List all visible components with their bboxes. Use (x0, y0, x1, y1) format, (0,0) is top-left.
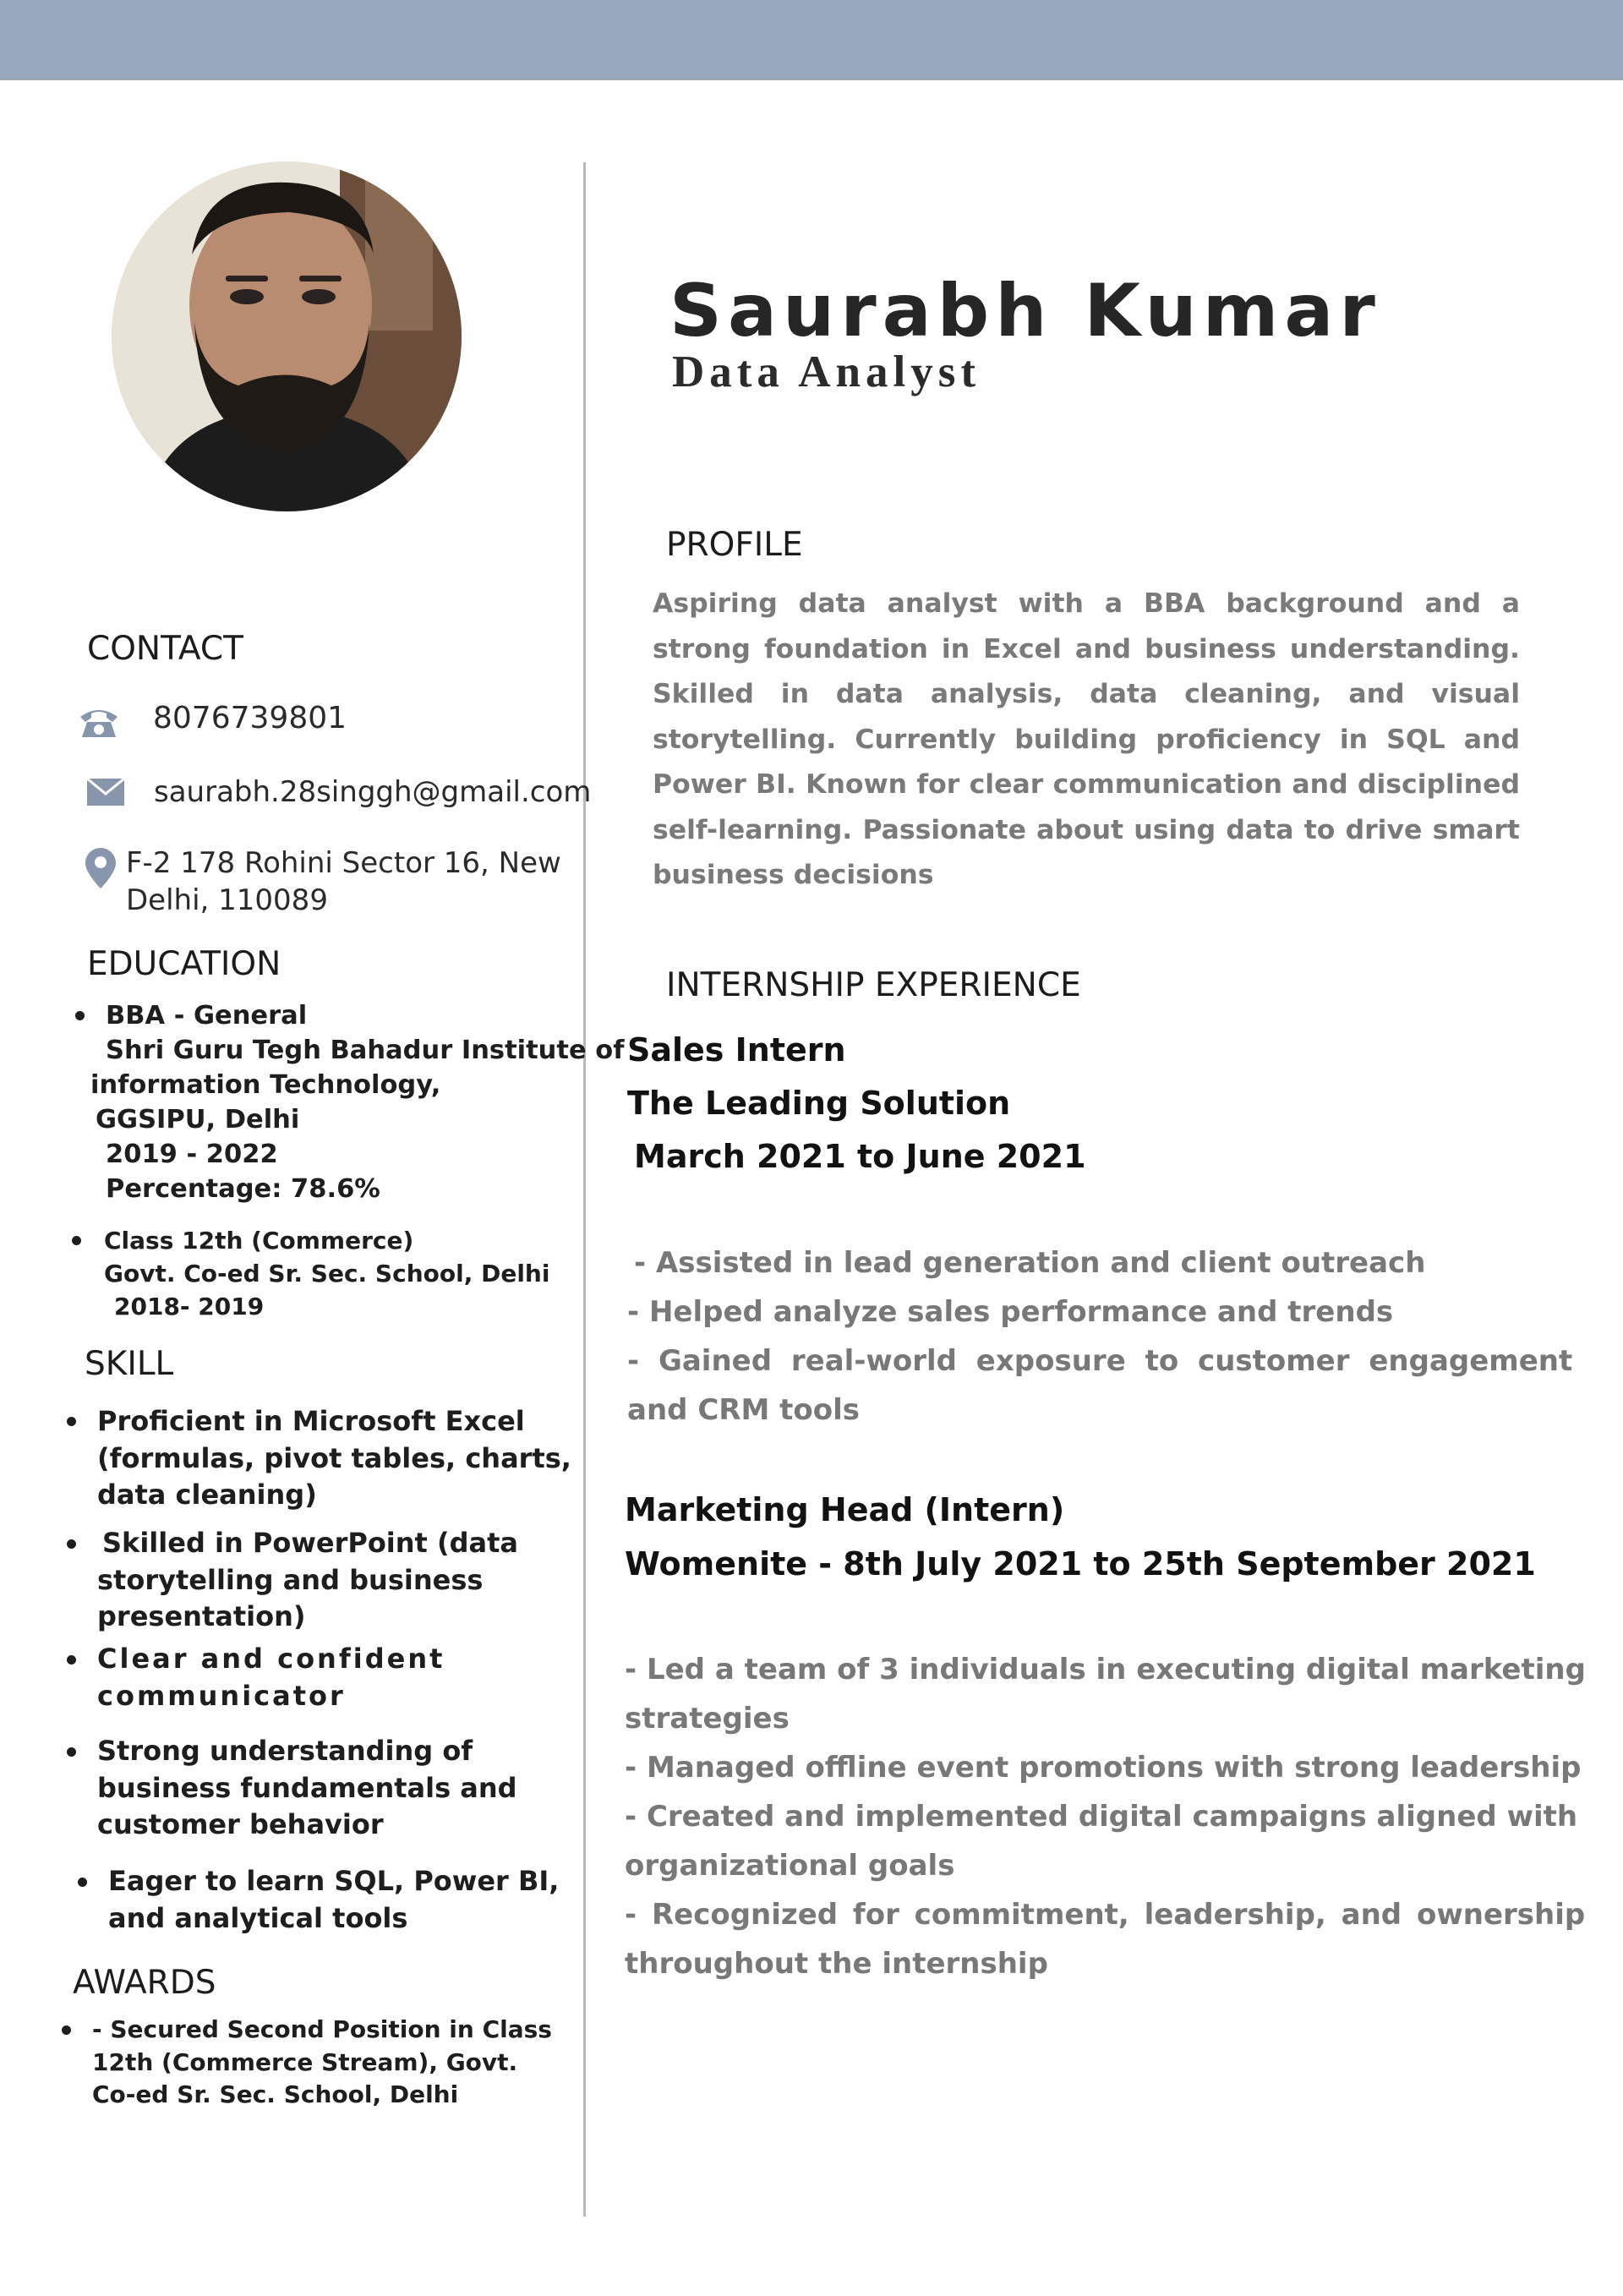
education-item-class12: Class 12th (Commerce) Govt. Co-ed Sr. Sec. School, Delhi 2018- 2019 (104, 1227, 550, 1320)
job-2-duty: throughout the internship (625, 1947, 1048, 1981)
internship-heading: INTERNSHIP EXPERIENCE (666, 966, 1081, 1004)
bullet-icon (78, 1878, 87, 1887)
job-1-duty: - Helped analyze sales performance and trends (627, 1295, 1394, 1329)
contact-heading: CONTACT (87, 630, 243, 668)
awards-item: - Secured Second Position in Class 12th (Commerce Stream), Govt. Co-ed Sr. Sec. School, Delhi (92, 2015, 552, 2108)
contact-email (87, 775, 592, 811)
skill-item-communicator: Clear and confident communicator (97, 1643, 445, 1712)
bullet-icon (67, 1655, 76, 1665)
education-item-bba: BBA - General Shri Guru Tegh Bahadur Institute of information Technology, GGSIPU, Delhi 2019 - 2022 Percentage: 78.6% (90, 1001, 625, 1204)
candidate-role: Data Analyst (672, 347, 981, 396)
job-2-duty: - Managed offline event promotions with strong leadership (625, 1751, 1582, 1785)
bullet-icon (67, 1539, 76, 1549)
job-1-company: The Leading Solution (627, 1085, 1011, 1122)
job-2-duty: - Led a team of 3 individuals in executing digital marketing (625, 1653, 1586, 1686)
job-2-duty: strategies (625, 1702, 790, 1736)
job-1-duty: - Assisted in lead generation and client outreach (634, 1246, 1426, 1280)
mail-icon (87, 779, 124, 806)
profile-heading: PROFILE (666, 526, 803, 564)
contact-address (85, 848, 561, 919)
education-heading: EDUCATION (87, 945, 281, 983)
bullet-icon (75, 1011, 85, 1020)
skill-item-learning: Eager to learn SQL, Power BI, and analytical tools (108, 1865, 560, 1934)
job-1-duty: - Gained real-world exposure to customer engagement (627, 1344, 1573, 1378)
skill-item-powerpoint: Skilled in PowerPoint (data storytelling and business presentation) (97, 1527, 518, 1632)
phone-number[interactable]: 8076739801 (153, 701, 347, 735)
address-line-1: F-2 178 Rohini Sector 16, New (126, 846, 561, 880)
awards-heading: AWARDS (73, 1964, 216, 2002)
job-2-duty: organizational goals (625, 1849, 955, 1883)
job-1-dates: March 2021 to June 2021 (634, 1138, 1086, 1175)
bullet-icon (67, 1417, 76, 1426)
job-2-duty: - Created and implemented digital campaigns aligned with (625, 1800, 1578, 1834)
job-2-company-dates: Womenite - 8th July 2021 to 25th September 2021 (625, 1545, 1536, 1583)
profile-summary: Aspiring data analyst with a BBA background and a strong foundation in Excel and business understanding. Skilled in data analysis, data cleaning, and visual storytelling. Currently building proficiency in SQL and Power BI. Known for clear communication and disciplined self-learning. Passionate about using data to drive smart business decisions (653, 588, 1520, 890)
address-line-2: Delhi, 110089 (126, 883, 328, 917)
job-1-title: Sales Intern (627, 1031, 846, 1069)
skill-item-excel: Proficient in Microsoft Excel (formulas, pivot tables, charts, data cleaning) (97, 1405, 571, 1511)
skill-heading: SKILL (85, 1345, 174, 1383)
contact-phone (79, 701, 347, 739)
bullet-icon (62, 2025, 71, 2035)
bullet-icon (67, 1747, 76, 1757)
phone-icon (79, 705, 119, 739)
portrait-illustration (112, 161, 462, 511)
job-2-duty: - Recognized for commitment, leadership, and ownership (625, 1898, 1586, 1932)
header-band (0, 0, 1623, 80)
job-2-title: Marketing Head (Intern) (625, 1491, 1065, 1528)
candidate-name: Saurabh Kumar (669, 269, 1381, 353)
location-pin-icon (85, 848, 116, 888)
job-1-duty: and CRM tools (627, 1393, 860, 1427)
profile-photo (112, 161, 462, 511)
bullet-icon (72, 1236, 81, 1245)
skill-item-business: Strong understanding of business fundamentals and customer behavior (97, 1735, 517, 1840)
email-address[interactable]: saurabh.28singgh@gmail.com (154, 775, 592, 809)
